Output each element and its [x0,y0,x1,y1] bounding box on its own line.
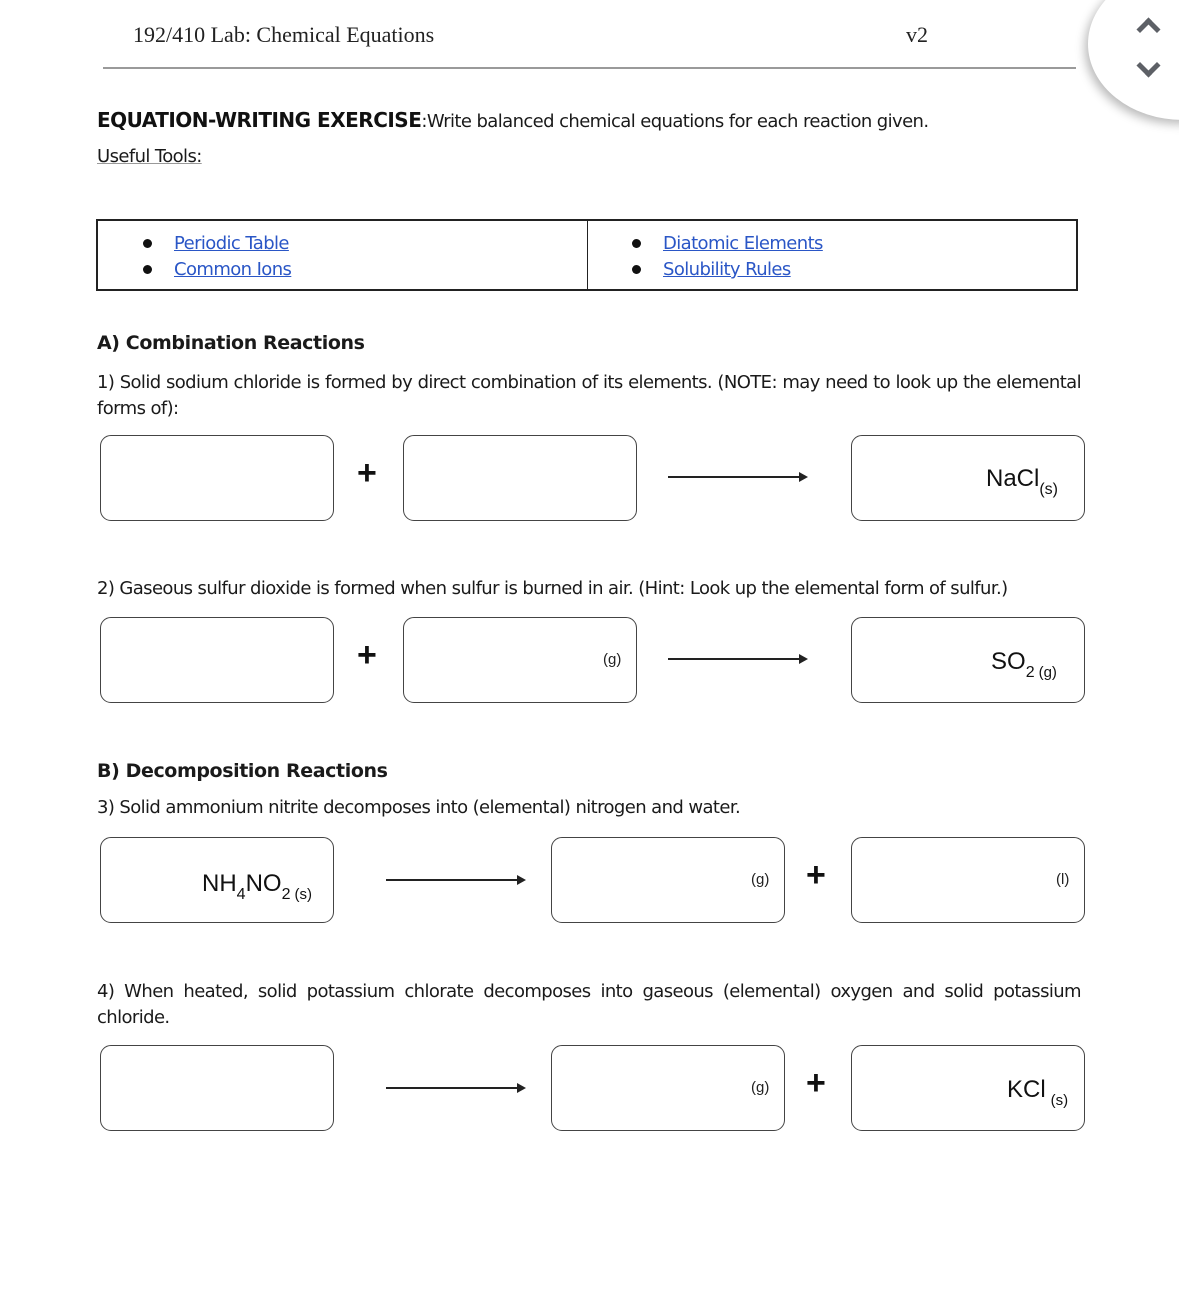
exercise-instruction: :Write balanced chemical equations for each reaction given. [421,111,929,132]
document-title: 192/410 Lab: Chemical Equations [133,22,435,47]
state-label: (l) [1056,871,1070,888]
question-3-text: 3) Solid ammonium nitrite decomposes into (elemental) nitrogen and water. [97,797,741,818]
q1-reactant-2-box[interactable] [403,435,637,521]
tools-column-right [588,221,1076,289]
exercise-heading: EQUATION-WRITING EXERCISE [97,108,422,132]
plus-sign: + [357,454,377,492]
tools-column-left [98,221,588,289]
bullet [632,239,641,248]
q3-product-2-box[interactable] [851,837,1085,923]
bullet [632,265,641,274]
chevron-up-icon[interactable] [1136,17,1160,41]
q4-reactant-box[interactable] [100,1045,334,1131]
useful-tools-table [96,219,1078,291]
q3-product-1-box[interactable] [551,837,785,923]
reaction-arrow-icon [668,476,806,478]
chevron-down-icon[interactable] [1136,53,1160,77]
tool-item-diatomic-elements [632,233,823,254]
section-a-heading: A) Combination Reactions [97,332,365,354]
section-b-heading: B) Decomposition Reactions [97,760,388,782]
plus-sign: + [806,856,826,894]
header-divider [103,67,1076,69]
state-label: (g) [751,1079,770,1096]
reaction-arrow-icon [386,1087,524,1089]
question-2-text: 2) Gaseous sulfur dioxide is formed when sulfur is burned in air. (Hint: Look up the elemental form of sulfur.) [97,578,1008,599]
q2-reactant-1-box[interactable] [100,617,334,703]
q4-product-2-box[interactable] [851,1045,1085,1131]
reaction-arrow-icon [668,658,806,660]
tool-item-solubility-rules [632,259,791,280]
q2-product-box[interactable] [851,617,1085,703]
product-formula: NaCl$_{(s)}$ [986,465,1058,498]
reaction-arrow-icon [386,879,524,881]
useful-tools-label: Useful Tools: [97,146,202,167]
q3-reactant-box[interactable] [100,837,334,923]
q1-reactant-1-box[interactable] [100,435,334,521]
state-label: (g) [603,651,622,668]
tool-item-common-ions [143,259,291,280]
question-4-text: 4) When heated, solid potassium chlorate decomposes into gaseous (elemental) oxygen and solid potassium chloride. [97,981,1081,1028]
product-formula: $SO_2$ $_{(g)}$ [991,648,1057,681]
q2-reactant-2-box[interactable] [403,617,637,703]
common-ions-link[interactable]: Common Ions [174,259,292,280]
exercise-intro [97,108,928,132]
product-formula: KCl $_{(s)}$ [1007,1076,1069,1109]
q1-product-box[interactable] [851,435,1085,521]
version-label: v2 [906,22,928,47]
diatomic-elements-link[interactable]: Diatomic Elements [663,233,823,254]
plus-sign: + [806,1064,826,1102]
state-label: (g) [751,871,770,888]
bullet [143,239,152,248]
question-1-text: 1) Solid sodium chloride is formed by direct combination of its elements. (NOTE: may need to look up the elemental forms of): [97,372,1081,419]
q4-product-1-box[interactable] [551,1045,785,1131]
tool-item-periodic-table [143,233,289,254]
plus-sign: + [357,636,377,674]
page-nav-widget [1088,0,1179,120]
reactant-formula: $NH_4NO_2$ $_{(s)}$ [202,870,312,903]
periodic-table-link[interactable]: Periodic Table [174,233,289,254]
bullet [143,265,152,274]
solubility-rules-link[interactable]: Solubility Rules [663,259,791,280]
